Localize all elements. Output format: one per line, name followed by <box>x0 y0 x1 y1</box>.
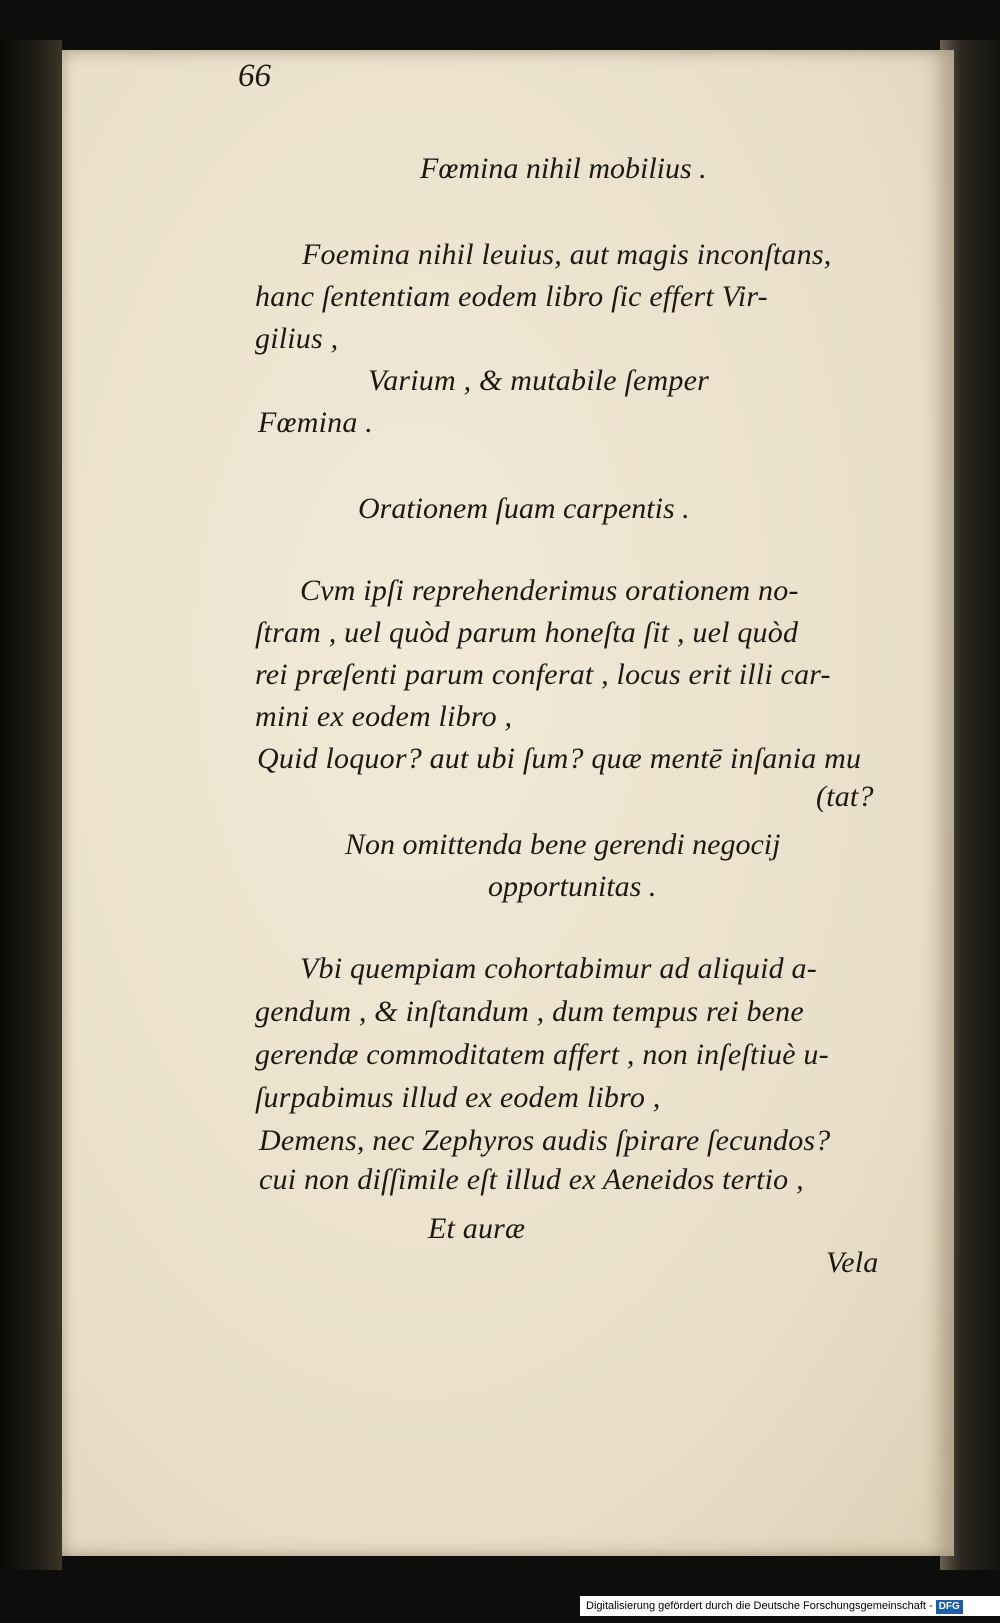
page-number: 66 <box>238 58 271 94</box>
verse-line: Varium , & mutabile ſemper <box>368 364 710 397</box>
text-line: Foemina nihil leuius, aut magis inconſtans, <box>302 238 832 271</box>
text-line: ſurpabimus illud ex eodem libro , <box>255 1081 661 1114</box>
text-line: mini ex eodem libro , <box>255 700 513 733</box>
section-heading: opportunitas . <box>488 870 657 903</box>
left-binding-edge <box>0 40 62 1570</box>
text-line: Cvm ipſi reprehenderimus orationem no- <box>300 574 799 607</box>
section-heading: Non omittenda bene gerendi negocij <box>345 828 781 861</box>
verse-line: Et auræ <box>428 1212 526 1245</box>
verse-line-continuation: (tat? <box>816 780 874 813</box>
text-line: ſtram , uel quòd parum honeſta ſit , uel quòd <box>255 616 799 649</box>
footer-text: Digitalisierung gefördert durch die Deutsche Forschungsgemeinschaft - <box>586 1600 933 1612</box>
text-line: cui non diſſimile eſt illud ex Aeneidos tertio , <box>259 1163 804 1196</box>
text-line: gerendæ commoditatem affert , non inſeſtiuè u- <box>255 1038 829 1071</box>
digitization-footer <box>580 1596 1000 1616</box>
text-line: gilius , <box>255 322 339 355</box>
text-line: Vbi quempiam cohortabimur ad aliquid a- <box>300 952 817 985</box>
section-heading: Fœmina nihil mobilius . <box>420 152 707 185</box>
catchword: Vela <box>826 1246 879 1279</box>
section-heading: Orationem ſuam carpentis . <box>358 492 690 525</box>
text-line: gendum , & inſtandum , dum tempus rei bene <box>255 995 804 1028</box>
text-line: hanc ſententiam eodem libro ſic effert Vir- <box>255 280 768 313</box>
dfg-logo: DFG <box>936 1600 963 1614</box>
verse-line: Quid loquor? aut ubi ſum? quæ mentē inſania mu <box>257 742 862 775</box>
text-line: rei præſenti parum conferat , locus erit illi car- <box>255 658 831 691</box>
verse-line: Fœmina . <box>258 406 373 439</box>
verse-line: Demens, nec Zephyros audis ſpirare ſecundos? <box>259 1124 831 1157</box>
